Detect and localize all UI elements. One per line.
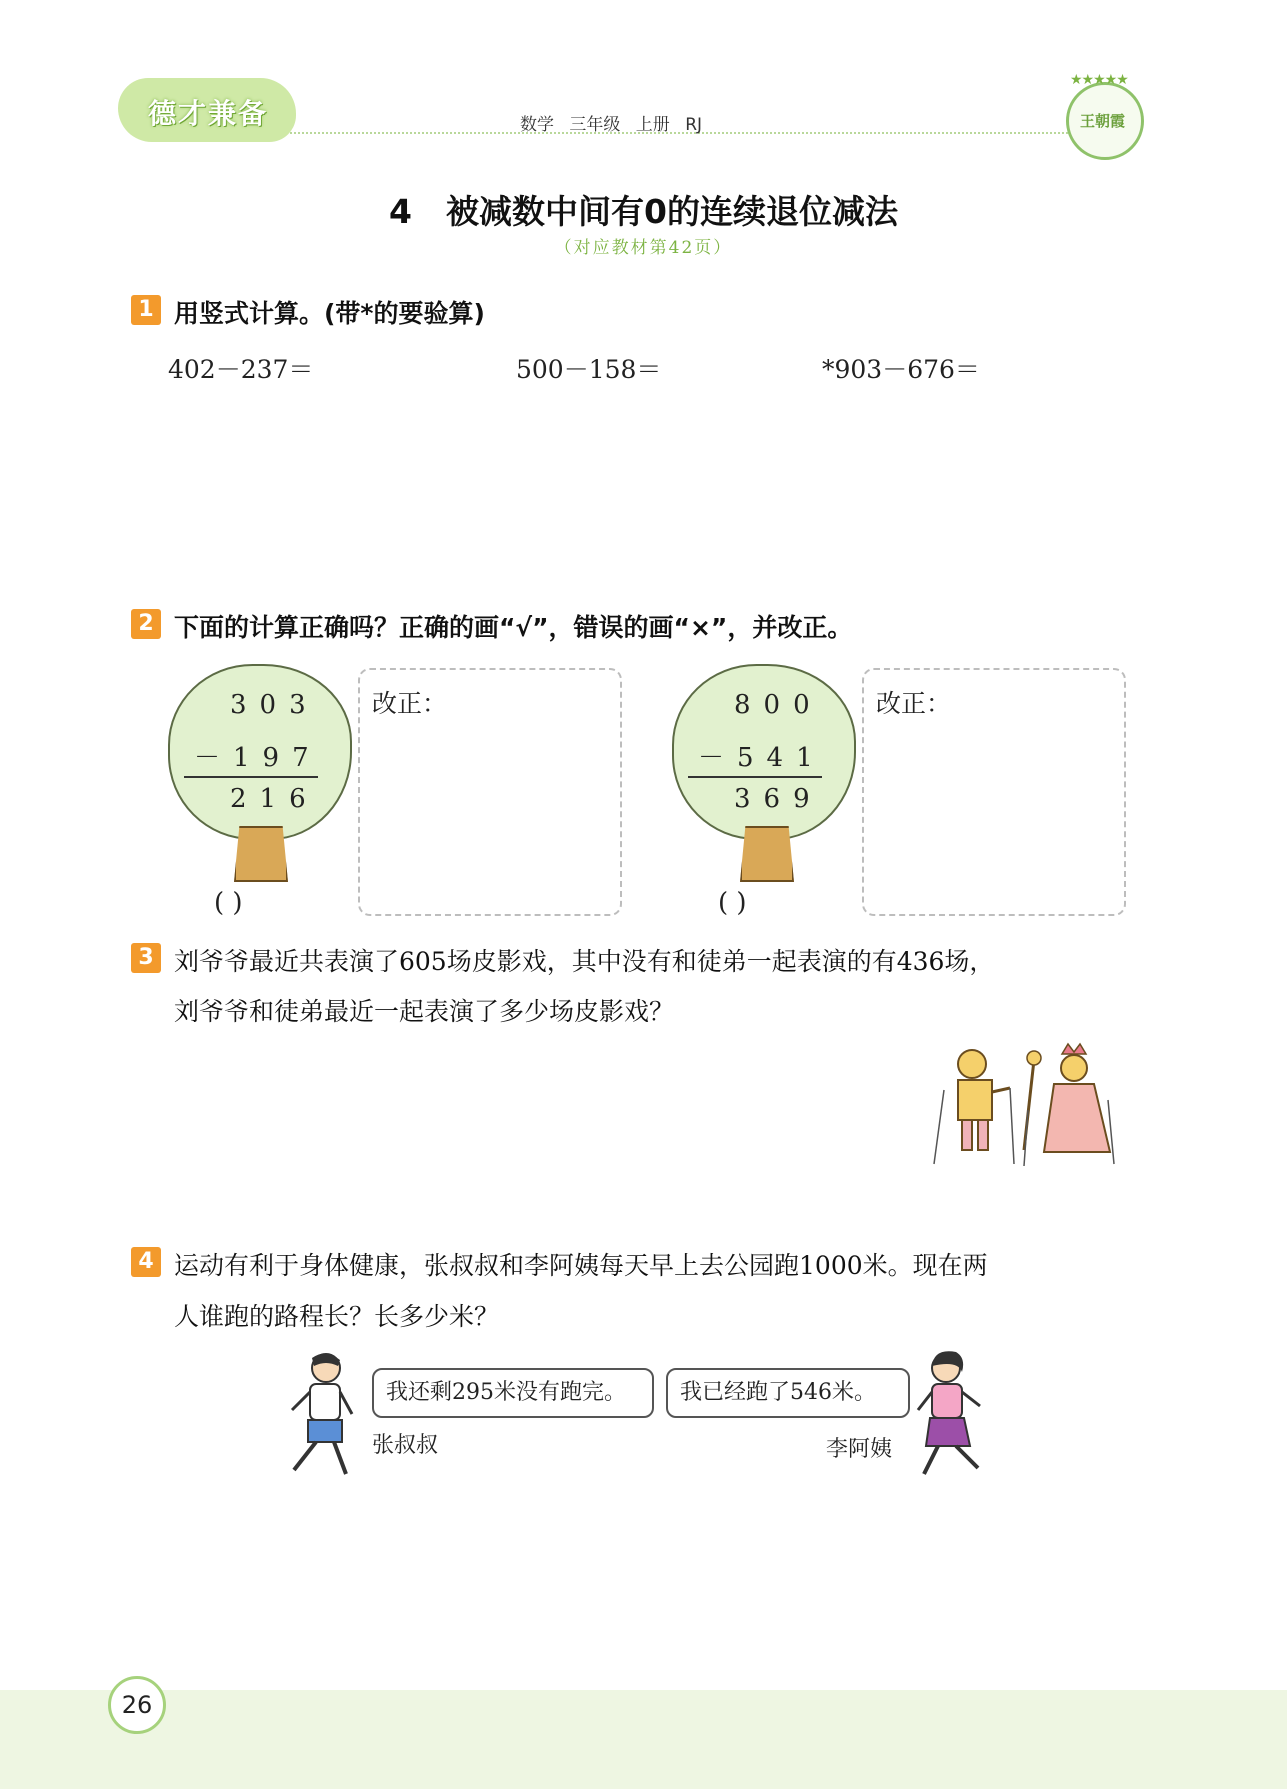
tree-trunk-a <box>234 826 288 882</box>
calc-a-top: 303 <box>230 690 319 720</box>
calc-a-line <box>184 776 318 778</box>
equation-1: 402－237＝ <box>168 355 314 384</box>
calc-a-bottom: －197 <box>194 743 322 773</box>
header-divider <box>290 132 1120 134</box>
question-number-4: 4 <box>131 1247 161 1277</box>
correction-label-b: 改正： <box>876 689 952 718</box>
correction-label-a: 改正： <box>372 689 448 718</box>
brand-logo <box>118 78 296 142</box>
name-label-left: 张叔叔 <box>372 1433 439 1458</box>
question-number-3: 3 <box>131 943 161 973</box>
calc-a-result: 216 <box>230 784 319 814</box>
title-subtitle: （对应教材第42页） <box>554 238 733 258</box>
speech-bubble-left: 我还剩295米没有跑完。 <box>372 1368 654 1418</box>
question-4-line-2: 人谁跑的路程长？长多少米？ <box>174 1302 500 1331</box>
question-1-text: 用竖式计算。(带*的要验算) <box>174 299 485 328</box>
badge-stars: ★★★★★ <box>1070 72 1128 88</box>
speech-bubble-right: 我已经跑了546米。 <box>666 1368 910 1418</box>
tree-trunk-b <box>740 826 794 882</box>
question-number-1: 1 <box>131 295 161 325</box>
name-label-right: 李阿姨 <box>826 1437 893 1462</box>
shadow-puppet-illustration <box>924 1040 1134 1170</box>
calc-b-result: 369 <box>734 784 823 814</box>
answer-paren-b[interactable]: ( ) <box>718 888 747 918</box>
equation-3: *903－676＝ <box>822 355 980 384</box>
question-3-line-2: 刘爷爷和徒弟最近一起表演了多少场皮影戏？ <box>174 997 675 1026</box>
question-3-line-1: 刘爷爷最近共表演了605场皮影戏，其中没有和徒弟一起表演的有436场， <box>174 947 995 976</box>
title-number: 4 <box>389 192 412 231</box>
page-number: 26 <box>108 1676 166 1734</box>
calc-b-top: 800 <box>734 690 823 720</box>
header-subject: 数学 三年级 上册 RJ <box>520 115 703 135</box>
question-number-2: 2 <box>131 609 161 639</box>
answer-paren-a[interactable]: ( ) <box>214 888 243 918</box>
equation-2: 500－158＝ <box>516 355 662 384</box>
badge-text: 王朝霞 <box>1080 112 1126 130</box>
brand-text: 德才兼备 <box>148 97 269 130</box>
calc-b-line <box>688 776 822 778</box>
title-text: 被减数中间有0的连续退位减法 <box>446 192 898 231</box>
footer-band <box>0 1690 1287 1789</box>
question-2-text: 下面的计算正确吗？正确的画“√”，错误的画“×”，并改正。 <box>174 613 853 642</box>
page-title <box>0 186 1287 233</box>
puppet-left <box>934 1050 1014 1164</box>
calc-b-bottom: －541 <box>698 743 826 773</box>
puppet-right <box>1024 1044 1114 1166</box>
runner-woman-illustration <box>912 1350 992 1480</box>
runner-man-illustration <box>280 1350 360 1480</box>
question-4-line-1: 运动有利于身体健康，张叔叔和李阿姨每天早上去公园跑1000米。现在两 <box>174 1251 988 1280</box>
